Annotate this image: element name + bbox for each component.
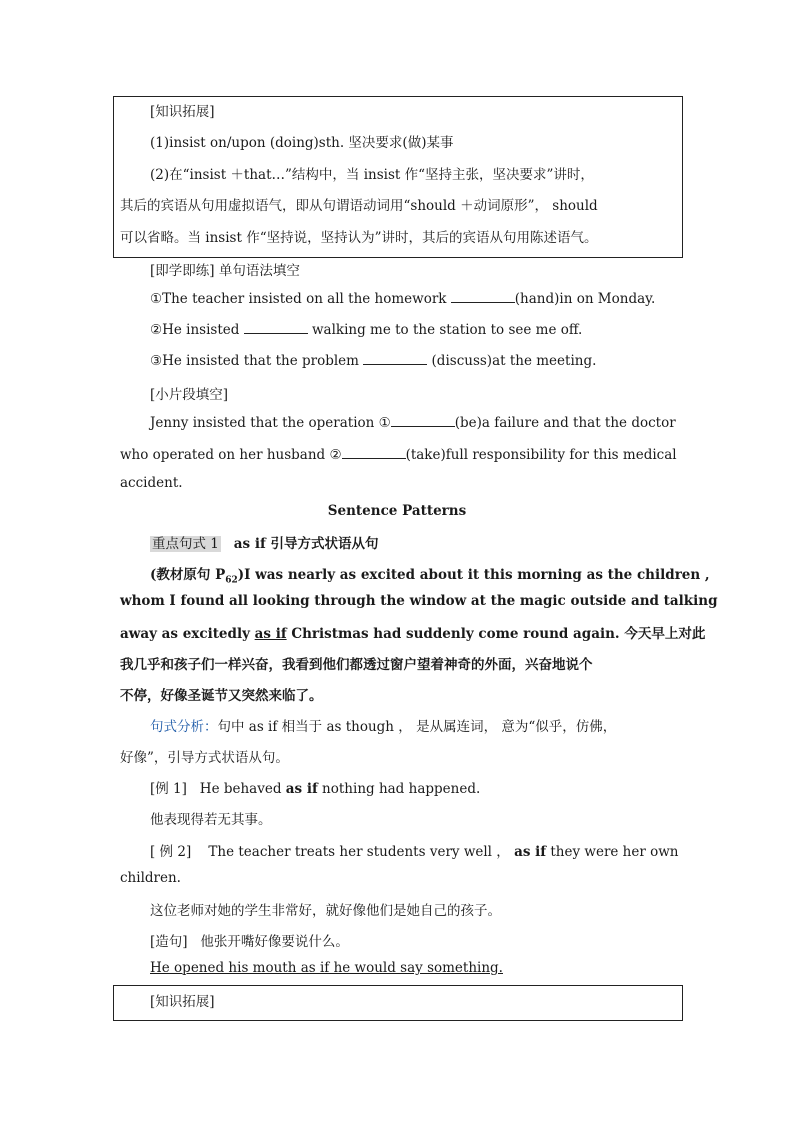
passage-line1: Jenny insisted that the operation ① (be)a failure and that the doctor xyxy=(150,415,676,431)
analysis-line1: 句式分析：句中 as if 相当于 as though ， 是从属连词， 意为“似乎，仿佛， xyxy=(150,719,617,735)
source-sentence-3: away as excitedly as if Christmas had suddenly come round again. 今天早上对此 xyxy=(120,626,706,642)
source-sentence-2: whom I found all looking through the window at the magic outside and talking xyxy=(120,593,718,609)
answer-blank[interactable] xyxy=(451,290,515,303)
passage-line2: who operated on her husband ② (take)full responsibility for this medical xyxy=(120,447,677,463)
answer-blank[interactable] xyxy=(342,446,406,459)
pattern-title: as if 引导方式状语从句 xyxy=(233,536,379,552)
analysis-label: 句式分析： xyxy=(150,719,218,735)
section-title: Sentence Patterns xyxy=(327,503,467,519)
practice-q2: ②He insisted walking me to the station to see me off. xyxy=(150,322,583,338)
example-2: [ 例 2] The teacher treats her students very well ， as if they were her own xyxy=(150,844,679,860)
make-sentence-answer: He opened his mouth as if he would say something. xyxy=(150,960,503,976)
pattern-heading xyxy=(150,532,378,552)
box2-heading: [知识拓展] xyxy=(150,994,215,1010)
answer-blank[interactable] xyxy=(363,352,427,365)
box1-heading: [知识拓展] xyxy=(150,104,215,120)
answer-blank[interactable] xyxy=(244,321,308,334)
passage-heading: [小片段填空] xyxy=(150,387,229,403)
analysis-line2: 好像”，引导方式状语从句。 xyxy=(120,750,289,766)
source-translation-1: 我几乎和孩子们一样兴奋，我看到他们都透过窗户望着神奇的外面，兴奋地说个 xyxy=(120,657,593,673)
pattern-tag: 重点句式 1 xyxy=(152,536,219,552)
box1-line1: (1)insist on/upon (doing)sth. 坚决要求(做)某事 xyxy=(150,135,454,151)
source-sentence-1: (教材原句 $P_{62})I$ was nearly as excited about it this morning as the children , xyxy=(150,567,710,586)
practice-heading: [即学即练] 单句语法填空 xyxy=(150,263,300,279)
source-translation-2: 不停，好像圣诞节又突然来临了。 xyxy=(120,688,323,704)
example-1-translation: 他表现得若无其事。 xyxy=(150,812,272,828)
box1-line2: (2)在“insist ＋that…”结构中，当 insist 作“坚持主张，坚决要求”讲时， xyxy=(150,167,594,183)
example-1: [例 1] He behaved as if nothing had happened. xyxy=(150,781,481,797)
example-2-cont: children. xyxy=(120,870,181,886)
practice-q3: ③He insisted that the problem (discuss)at the meeting. xyxy=(150,353,597,369)
example-2-translation: 这位老师对她的学生非常好，就好像他们是她自己的孩子。 xyxy=(150,903,501,919)
box1-line3: 其后的宾语从句用虚拟语气，即从句谓语动词用“should ＋动词原形”， should xyxy=(120,198,598,214)
box1-line4: 可以省略。当 insist 作“坚持说，坚持认为”讲时，其后的宾语从句用陈述语气。 xyxy=(120,230,598,246)
practice-q1: ①The teacher insisted on all the homework (hand)in on Monday. xyxy=(150,291,656,307)
answer-blank[interactable] xyxy=(391,414,455,427)
make-sentence: [造句] 他张开嘴好像要说什么。 xyxy=(150,934,349,950)
passage-line3: accident. xyxy=(120,475,183,491)
